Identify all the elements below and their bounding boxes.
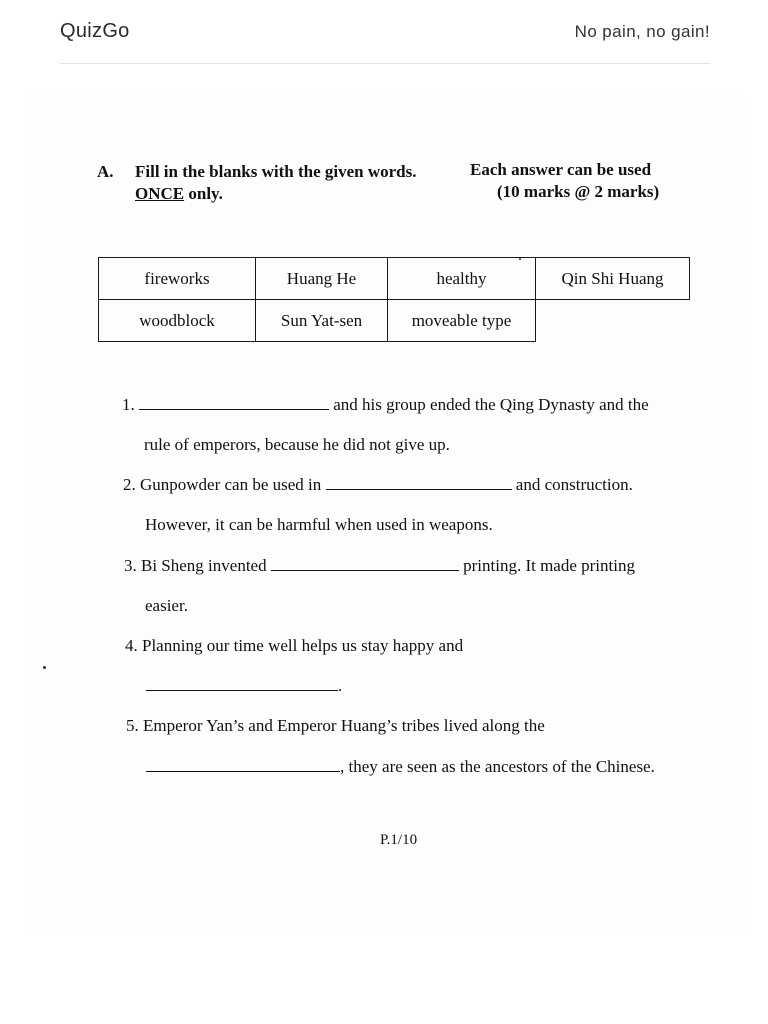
instruction-once: ONCE [135, 184, 185, 203]
question-4-line-1 [125, 636, 463, 656]
word-bank-cell: Huang He [255, 257, 388, 300]
instruction-line-1: Fill in the blanks with the given words. [135, 162, 417, 181]
question-4-period: . [338, 676, 343, 695]
question-5-number: 5. [126, 716, 139, 735]
section-letter: A. [97, 162, 114, 181]
question-1-line-2: rule of emperors, because he did not give up. [144, 435, 450, 454]
question-1-number: 1. [122, 395, 135, 414]
question-5-text-after: , they are seen as the ancestors of the Chinese. [340, 757, 655, 776]
word-bank-table [98, 257, 690, 343]
marks-note-line-1: Each answer can be used [470, 160, 652, 179]
word-bank-cell: moveable type [387, 299, 536, 342]
question-3-line-1 [124, 556, 635, 576]
page-number: P.1/10 [380, 832, 418, 848]
question-3-blank[interactable] [271, 556, 459, 571]
question-2-line-2: However, it can be harmful when used in weapons. [145, 515, 493, 534]
question-4-line-2 [146, 676, 342, 696]
question-5-line-1 [126, 716, 545, 736]
question-3-line-2: easier. [145, 596, 188, 615]
question-4-number: 4. [125, 636, 138, 655]
instruction-only: only. [184, 184, 223, 203]
word-bank-cell: woodblock [98, 299, 256, 342]
question-5-blank[interactable] [146, 757, 340, 772]
word-bank-cell: healthy [387, 257, 536, 300]
word-bank-cell: Sun Yat-sen [255, 299, 388, 342]
question-2-text-before: Gunpowder can be used in [140, 475, 322, 494]
word-bank-cell: fireworks [98, 257, 256, 300]
question-3-text-after: printing. It made printing [463, 556, 635, 575]
marks-note-line-2: (10 marks @ 2 marks) [497, 182, 660, 201]
question-2-blank[interactable] [326, 475, 512, 490]
question-5-text: Emperor Yan’s and Emperor Huang’s tribes lived along the [143, 716, 545, 735]
question-1-text: and his group ended the Qing Dynasty and the [333, 395, 649, 414]
question-4-text: Planning our time well helps us stay happy and [142, 636, 464, 655]
scan-speck [43, 666, 46, 669]
question-5-line-2 [146, 757, 655, 777]
app-motto: No pain, no gain! [574, 22, 710, 41]
question-2-text-after: and construction. [515, 475, 633, 494]
instruction-line-2 [135, 184, 223, 204]
app-header [60, 0, 710, 64]
question-4-blank[interactable] [146, 676, 338, 691]
scan-speck [519, 258, 521, 260]
question-1-line-1 [122, 395, 649, 415]
question-3-number: 3. [124, 556, 137, 575]
word-bank-cell: Qin Shi Huang [535, 257, 690, 300]
question-2-number: 2. [123, 475, 136, 494]
question-3-text-before: Bi Sheng invented [141, 556, 267, 575]
question-2-line-1 [123, 475, 633, 495]
app-brand[interactable]: QuizGo [60, 20, 130, 42]
question-1-blank[interactable] [139, 395, 329, 410]
